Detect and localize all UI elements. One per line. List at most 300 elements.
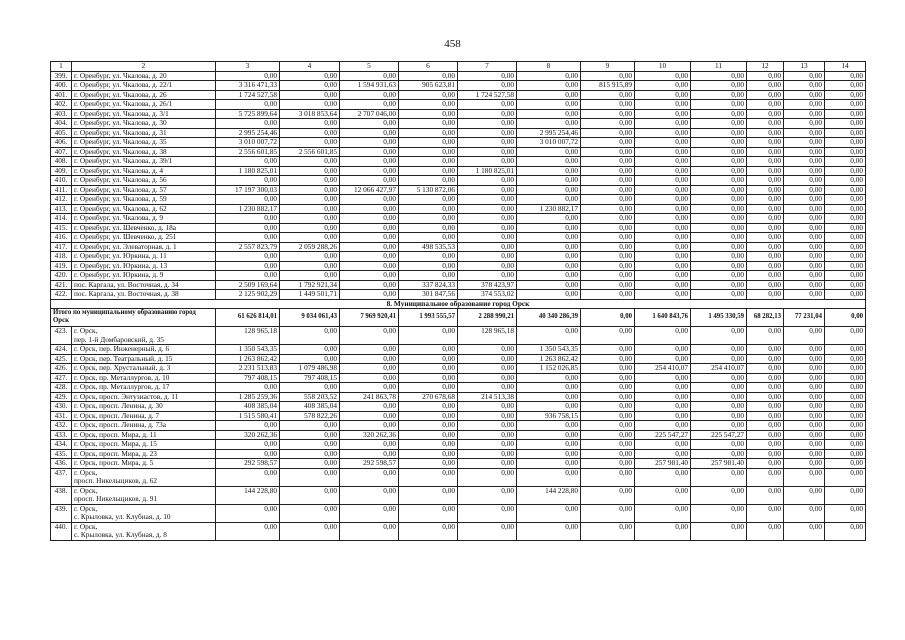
- value-cell: 0,00: [825, 185, 866, 195]
- value-cell: 0,00: [747, 261, 784, 271]
- address-line: г. Оренбург, ул. Чкалова, д. 31: [74, 128, 167, 137]
- table-row: [51, 119, 866, 129]
- value-cell: 0,00: [340, 157, 399, 167]
- value-cell: 0,00: [784, 440, 825, 450]
- column-header: 1: [51, 62, 72, 72]
- value-cell: 0,00: [399, 233, 458, 243]
- value-cell: 0,00: [216, 271, 280, 281]
- value-cell: 0,00: [747, 81, 784, 91]
- address-cell: [72, 166, 216, 176]
- value-cell: 0,00: [825, 176, 866, 186]
- value-cell: 0,00: [517, 440, 581, 450]
- row-number: 399.: [51, 71, 72, 81]
- value-cell: 0,00: [825, 81, 866, 91]
- address-line: г. Оренбург, ул. Чкалова, д. 56: [74, 175, 167, 184]
- value-cell: 0,00: [340, 138, 399, 148]
- value-cell: 0,00: [216, 504, 280, 522]
- value-cell: 0,00: [216, 71, 280, 81]
- value-cell: 0,00: [458, 440, 517, 450]
- value-cell: 0,00: [458, 430, 517, 440]
- value-cell: 797 408,15: [280, 373, 340, 383]
- value-cell: 0,00: [581, 176, 635, 186]
- value-cell: 0,00: [458, 252, 517, 262]
- value-cell: 0,00: [399, 373, 458, 383]
- address-line: г. Оренбург, ул. Юркина, д. 13: [74, 261, 168, 270]
- address-line: г. Оренбург, ул. Чкалова, д. 39/1: [74, 156, 173, 165]
- value-cell: 0,00: [517, 522, 581, 540]
- row-number: 437.: [51, 468, 72, 486]
- value-cell: 0,00: [340, 421, 399, 431]
- row-number: 429.: [51, 392, 72, 402]
- row-number: 427.: [51, 373, 72, 383]
- value-cell: 0,00: [691, 109, 747, 119]
- value-cell: 0,00: [340, 345, 399, 355]
- value-cell: 0,00: [784, 223, 825, 233]
- address-cell: [72, 252, 216, 262]
- value-cell: 0,00: [747, 421, 784, 431]
- value-cell: 0,00: [216, 157, 280, 167]
- value-cell: 0,00: [691, 345, 747, 355]
- value-cell: 0,00: [458, 522, 517, 540]
- value-cell: 0,00: [747, 71, 784, 81]
- value-cell: 0,00: [340, 242, 399, 252]
- row-number: 439.: [51, 504, 72, 522]
- row-number: 436.: [51, 459, 72, 469]
- value-cell: 225 547,27: [635, 430, 691, 440]
- table-row: [51, 345, 866, 355]
- value-cell: 0,00: [825, 364, 866, 374]
- address-cell: [72, 522, 216, 540]
- row-number: 414.: [51, 214, 72, 224]
- table-row: [51, 71, 866, 81]
- value-cell: 0,00: [458, 176, 517, 186]
- address-cell: [72, 354, 216, 364]
- value-cell: 0,00: [517, 468, 581, 486]
- value-cell: 0,00: [399, 354, 458, 364]
- value-cell: 0,00: [340, 449, 399, 459]
- value-cell: 0,00: [517, 176, 581, 186]
- row-number: 416.: [51, 233, 72, 243]
- value-cell: 0,00: [399, 195, 458, 205]
- value-cell: 578 822,26: [280, 411, 340, 421]
- value-cell: 0,00: [691, 271, 747, 281]
- value-cell: 0,00: [691, 233, 747, 243]
- value-cell: 0,00: [581, 354, 635, 364]
- value-cell: 0,00: [280, 214, 340, 224]
- value-cell: 0,00: [784, 185, 825, 195]
- value-cell: 0,00: [747, 440, 784, 450]
- row-number: 413.: [51, 204, 72, 214]
- value-cell: 0,00: [581, 128, 635, 138]
- table-row: [51, 204, 866, 214]
- row-number: 415.: [51, 223, 72, 233]
- value-cell: 0,00: [399, 109, 458, 119]
- value-cell: 0,00: [784, 364, 825, 374]
- value-cell: 0,00: [216, 233, 280, 243]
- value-cell: 0,00: [280, 185, 340, 195]
- value-cell: 0,00: [635, 261, 691, 271]
- address-cell: [72, 345, 216, 355]
- value-cell: 0,00: [747, 109, 784, 119]
- value-cell: 0,00: [635, 176, 691, 186]
- value-cell: 0,00: [517, 504, 581, 522]
- address-line: г. Орск, пер. Театральный, д. 15: [74, 354, 173, 363]
- value-cell: 0,00: [784, 373, 825, 383]
- value-cell: 128 965,18: [216, 327, 280, 345]
- address-line: г. Орск, просп. Мира, д. 23: [74, 449, 157, 458]
- value-cell: 0,00: [399, 345, 458, 355]
- column-header: 10: [635, 62, 691, 72]
- value-cell: 0,00: [747, 119, 784, 129]
- address-cell: [72, 147, 216, 157]
- address-cell: [72, 459, 216, 469]
- value-cell: 0,00: [581, 280, 635, 290]
- address-cell: [72, 128, 216, 138]
- value-cell: 0,00: [340, 204, 399, 214]
- value-cell: 0,00: [581, 261, 635, 271]
- value-cell: 0,00: [340, 128, 399, 138]
- value-cell: 0,00: [635, 223, 691, 233]
- address-cell: [72, 185, 216, 195]
- address-cell: [72, 195, 216, 205]
- value-cell: 0,00: [825, 402, 866, 412]
- value-cell: 292 598,57: [340, 459, 399, 469]
- value-cell: 0,00: [747, 468, 784, 486]
- value-cell: 320 262,36: [216, 430, 280, 440]
- value-cell: 0,00: [825, 261, 866, 271]
- value-cell: 0,00: [340, 233, 399, 243]
- value-cell: 3 018 853,64: [280, 109, 340, 119]
- row-number: 431.: [51, 411, 72, 421]
- value-cell: 0,00: [581, 233, 635, 243]
- value-cell: 0,00: [747, 392, 784, 402]
- address-cell: [72, 157, 216, 167]
- value-cell: 12 066 427,97: [340, 185, 399, 195]
- value-cell: 0,00: [517, 459, 581, 469]
- address-cell: [72, 204, 216, 214]
- value-cell: 0,00: [635, 327, 691, 345]
- value-cell: 0,00: [280, 468, 340, 486]
- value-cell: 0,00: [691, 392, 747, 402]
- value-cell: 0,00: [635, 157, 691, 167]
- value-cell: 0,00: [517, 109, 581, 119]
- address-line: г. Орск, пр. Металлургов, д. 10: [74, 373, 170, 382]
- value-cell: 0,00: [399, 214, 458, 224]
- value-cell: 0,00: [747, 176, 784, 186]
- value-cell: 0,00: [340, 90, 399, 100]
- table-row: [51, 383, 866, 393]
- value-cell: 0,00: [280, 449, 340, 459]
- address-cell: [72, 373, 216, 383]
- value-cell: 0,00: [581, 109, 635, 119]
- value-cell: 0,00: [581, 440, 635, 450]
- address-line: г. Оренбург, ул. Чкалова, д. 59: [74, 194, 167, 203]
- total-row: [51, 309, 866, 327]
- value-cell: 0,00: [691, 147, 747, 157]
- value-cell: 0,00: [635, 100, 691, 110]
- value-cell: 0,00: [340, 223, 399, 233]
- address-line: г. Орск, просп. Мира, д. 15: [74, 439, 157, 448]
- column-header: 13: [784, 62, 825, 72]
- address-line: г. Орск, пр. Металлургов, д. 17: [74, 382, 170, 391]
- value-cell: 0,00: [635, 166, 691, 176]
- value-cell: 0,00: [747, 223, 784, 233]
- value-cell: 0,00: [280, 430, 340, 440]
- address-cell: [72, 402, 216, 412]
- table-row: [51, 421, 866, 431]
- value-cell: 0,00: [747, 373, 784, 383]
- value-cell: 301 847,56: [399, 290, 458, 300]
- table-row: [51, 504, 866, 522]
- value-cell: 0,00: [216, 119, 280, 129]
- value-cell: 0,00: [691, 261, 747, 271]
- value-cell: 0,00: [280, 223, 340, 233]
- value-cell: 0,00: [747, 280, 784, 290]
- value-cell: 0,00: [747, 147, 784, 157]
- value-cell: 0,00: [581, 486, 635, 504]
- address-cell: [72, 271, 216, 281]
- value-cell: 0,00: [458, 233, 517, 243]
- total-value-cell: 68 282,13: [747, 309, 784, 327]
- value-cell: 0,00: [635, 421, 691, 431]
- value-cell: 0,00: [517, 195, 581, 205]
- value-cell: 0,00: [340, 383, 399, 393]
- value-cell: 0,00: [517, 421, 581, 431]
- value-cell: 0,00: [747, 411, 784, 421]
- value-cell: 2 125 902,29: [216, 290, 280, 300]
- value-cell: 0,00: [458, 195, 517, 205]
- value-cell: 0,00: [825, 233, 866, 243]
- value-cell: 0,00: [340, 364, 399, 374]
- value-cell: 0,00: [691, 214, 747, 224]
- value-cell: 0,00: [581, 195, 635, 205]
- value-cell: 0,00: [581, 449, 635, 459]
- value-cell: 0,00: [340, 290, 399, 300]
- value-cell: 0,00: [635, 71, 691, 81]
- value-cell: 0,00: [747, 504, 784, 522]
- value-cell: 2 707 046,00: [340, 109, 399, 119]
- table-row: [51, 327, 866, 345]
- value-cell: 0,00: [784, 354, 825, 364]
- table-row: [51, 100, 866, 110]
- address-cell: [72, 81, 216, 91]
- section-title: 8. Муниципальное образование город Орск: [51, 299, 866, 309]
- value-cell: 0,00: [581, 290, 635, 300]
- value-cell: 0,00: [517, 271, 581, 281]
- value-cell: 0,00: [691, 71, 747, 81]
- value-cell: 257 981,40: [691, 459, 747, 469]
- row-number: 419.: [51, 261, 72, 271]
- value-cell: 0,00: [458, 504, 517, 522]
- value-cell: 0,00: [340, 522, 399, 540]
- value-cell: 0,00: [216, 421, 280, 431]
- value-cell: 0,00: [216, 449, 280, 459]
- value-cell: 0,00: [784, 138, 825, 148]
- value-cell: 0,00: [581, 214, 635, 224]
- value-cell: 0,00: [747, 383, 784, 393]
- total-value-cell: 1 640 843,76: [635, 309, 691, 327]
- value-cell: 254 410,07: [691, 364, 747, 374]
- value-cell: 0,00: [340, 327, 399, 345]
- value-cell: 0,00: [635, 402, 691, 412]
- value-cell: 0,00: [517, 185, 581, 195]
- value-cell: 0,00: [458, 383, 517, 393]
- table-row: [51, 271, 866, 281]
- table-row: [51, 290, 866, 300]
- value-cell: 5 725 899,64: [216, 109, 280, 119]
- value-cell: 408 385,04: [280, 402, 340, 412]
- value-cell: 225 547,27: [691, 430, 747, 440]
- value-cell: 0,00: [458, 214, 517, 224]
- table-row: [51, 373, 866, 383]
- value-cell: 0,00: [399, 138, 458, 148]
- value-cell: 292 598,57: [216, 459, 280, 469]
- address-cell: [72, 364, 216, 374]
- value-cell: 0,00: [784, 166, 825, 176]
- value-cell: 0,00: [581, 411, 635, 421]
- value-cell: 0,00: [635, 214, 691, 224]
- value-cell: 0,00: [635, 271, 691, 281]
- value-cell: 0,00: [399, 459, 458, 469]
- address-cell: [72, 290, 216, 300]
- value-cell: 0,00: [458, 402, 517, 412]
- value-cell: 0,00: [784, 522, 825, 540]
- value-cell: 0,00: [825, 449, 866, 459]
- column-header: 3: [216, 62, 280, 72]
- value-cell: 0,00: [458, 119, 517, 129]
- address-line: г. Орск,: [74, 486, 98, 495]
- value-cell: 0,00: [458, 261, 517, 271]
- value-cell: 0,00: [581, 504, 635, 522]
- table-row: [51, 459, 866, 469]
- value-cell: 0,00: [691, 327, 747, 345]
- address-line: г. Оренбург, ул. Шевченко, д. 18а: [74, 223, 176, 232]
- value-cell: 0,00: [747, 195, 784, 205]
- value-cell: 0,00: [216, 176, 280, 186]
- value-cell: 0,00: [747, 233, 784, 243]
- address-line: г. Оренбург, ул. Чкалова, д. 35: [74, 137, 167, 146]
- address-line: пос. Каргала, ул. Восточная, д. 38: [74, 289, 179, 298]
- value-cell: 0,00: [399, 204, 458, 214]
- value-cell: 0,00: [784, 157, 825, 167]
- address-cell: [72, 449, 216, 459]
- table-row: [51, 166, 866, 176]
- value-cell: 0,00: [747, 449, 784, 459]
- value-cell: 0,00: [458, 138, 517, 148]
- address-cell: [72, 261, 216, 271]
- address-cell: [72, 119, 216, 129]
- table-row: [51, 242, 866, 252]
- value-cell: 257 981,40: [635, 459, 691, 469]
- value-cell: 0,00: [581, 345, 635, 355]
- value-cell: 0,00: [517, 242, 581, 252]
- value-cell: 0,00: [635, 392, 691, 402]
- value-cell: 0,00: [825, 138, 866, 148]
- row-number: 428.: [51, 383, 72, 393]
- value-cell: 0,00: [581, 90, 635, 100]
- value-cell: 0,00: [340, 214, 399, 224]
- value-cell: 0,00: [747, 327, 784, 345]
- table-row: [51, 440, 866, 450]
- value-cell: 0,00: [399, 364, 458, 374]
- value-cell: 0,00: [691, 223, 747, 233]
- address-line: г. Орск, просп. Ленина, д. 73а: [74, 420, 166, 429]
- value-cell: 0,00: [635, 252, 691, 262]
- value-cell: 0,00: [691, 195, 747, 205]
- value-cell: 0,00: [691, 421, 747, 431]
- value-cell: 0,00: [691, 440, 747, 450]
- value-cell: 0,00: [581, 185, 635, 195]
- value-cell: 0,00: [340, 71, 399, 81]
- address-line: г. Оренбург, ул. Чкалова, д. 3/1: [74, 109, 169, 118]
- value-cell: 0,00: [635, 486, 691, 504]
- total-value-cell: 9 034 061,43: [280, 309, 340, 327]
- value-cell: 905 623,81: [399, 81, 458, 91]
- row-number: 411.: [51, 185, 72, 195]
- value-cell: 0,00: [517, 90, 581, 100]
- value-cell: 0,00: [784, 271, 825, 281]
- value-cell: 0,00: [280, 71, 340, 81]
- value-cell: 0,00: [635, 468, 691, 486]
- value-cell: 0,00: [691, 468, 747, 486]
- row-number: 424.: [51, 345, 72, 355]
- table-row: [51, 109, 866, 119]
- value-cell: 0,00: [691, 100, 747, 110]
- address-cell: [72, 100, 216, 110]
- value-cell: 0,00: [784, 402, 825, 412]
- row-number: 402.: [51, 100, 72, 110]
- table-row: [51, 195, 866, 205]
- value-cell: 0,00: [458, 459, 517, 469]
- address-line: г. Орск,: [74, 326, 98, 335]
- value-cell: 0,00: [784, 147, 825, 157]
- address-line: г. Орск, просп. Мира, д. 5: [74, 458, 154, 467]
- value-cell: 0,00: [458, 449, 517, 459]
- value-cell: 0,00: [825, 383, 866, 393]
- column-header: 8: [517, 62, 581, 72]
- address-cell: [72, 71, 216, 81]
- value-cell: 0,00: [747, 166, 784, 176]
- value-cell: 0,00: [635, 504, 691, 522]
- table-row: [51, 261, 866, 271]
- address-line: г. Оренбург, ул. Чкалова, д. 26/1: [74, 99, 173, 108]
- value-cell: 0,00: [635, 90, 691, 100]
- row-number: 404.: [51, 119, 72, 129]
- value-cell: 0,00: [280, 354, 340, 364]
- value-cell: 0,00: [581, 430, 635, 440]
- column-header: 9: [581, 62, 635, 72]
- table-row: [51, 147, 866, 157]
- value-cell: 0,00: [784, 486, 825, 504]
- address-line: г. Оренбург, ул. Чкалова, д. 26: [74, 90, 167, 99]
- value-cell: 0,00: [691, 383, 747, 393]
- value-cell: 1 263 862,42: [517, 354, 581, 364]
- value-cell: 0,00: [747, 242, 784, 252]
- value-cell: 0,00: [340, 504, 399, 522]
- value-cell: 0,00: [825, 119, 866, 129]
- row-number: 401.: [51, 90, 72, 100]
- value-cell: 0,00: [216, 252, 280, 262]
- value-cell: 0,00: [458, 100, 517, 110]
- value-cell: 936 758,15: [517, 411, 581, 421]
- value-cell: 0,00: [280, 195, 340, 205]
- value-cell: 2 509 169,64: [216, 280, 280, 290]
- value-cell: 1 079 486,98: [280, 364, 340, 374]
- value-cell: 0,00: [691, 242, 747, 252]
- value-cell: 270 678,68: [399, 392, 458, 402]
- value-cell: 0,00: [517, 223, 581, 233]
- table-row: [51, 81, 866, 91]
